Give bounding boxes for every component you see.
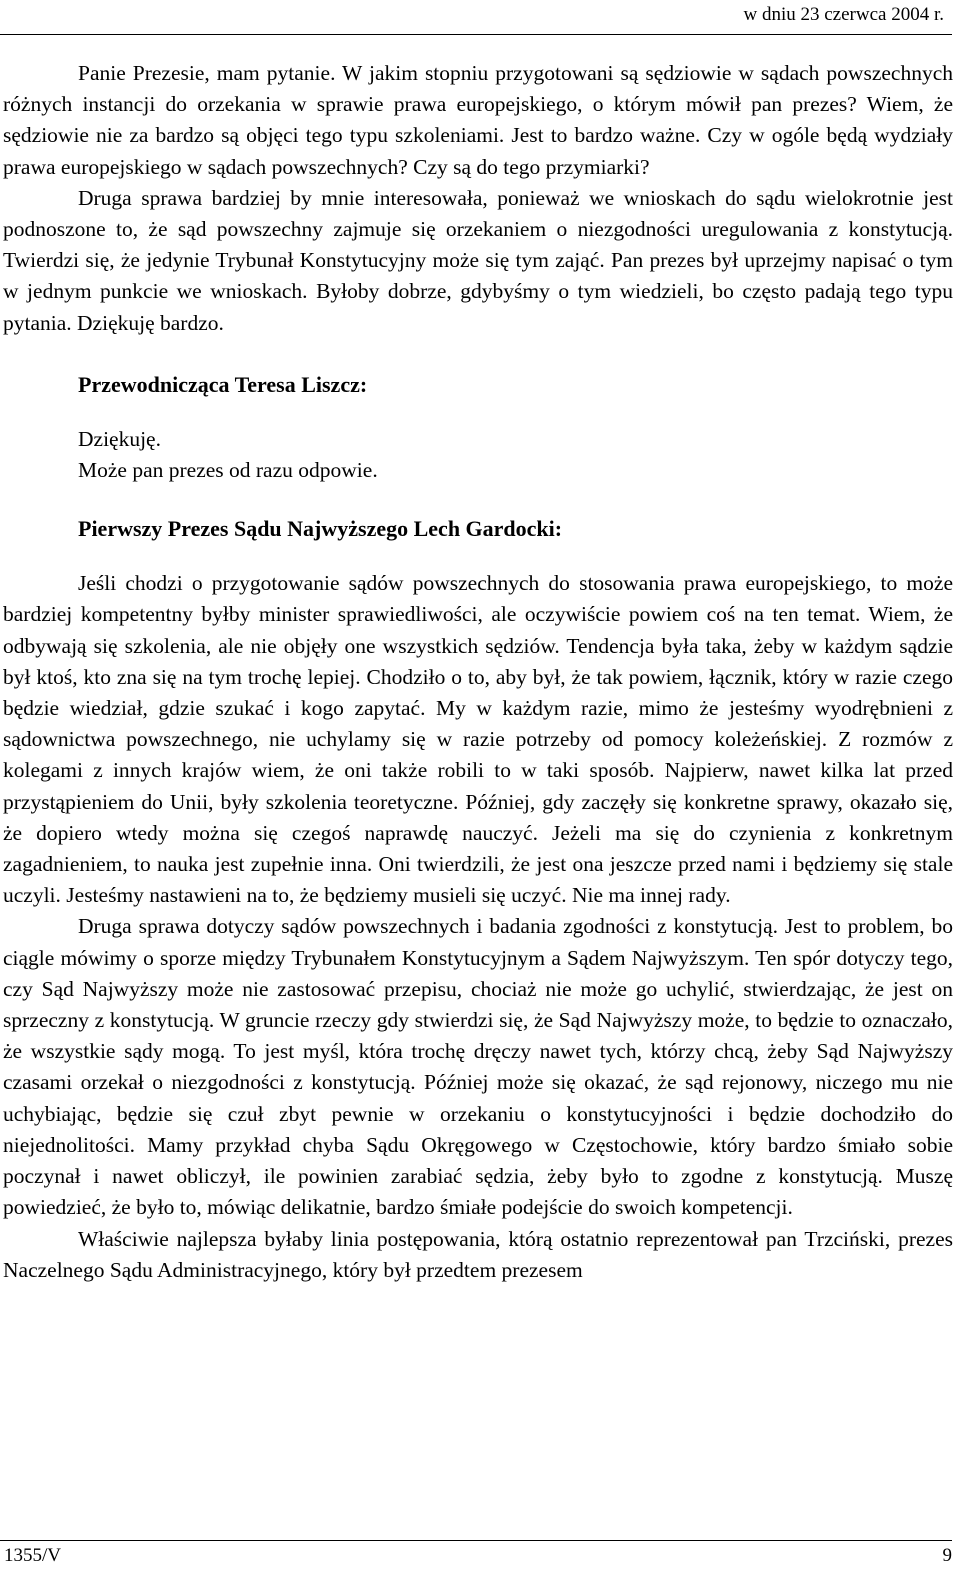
president-paragraph-1: Jeśli chodzi o przygotowanie sądów powszechnych do stosowania prawa europejskiego, to może bardziej kompetentny byłby minister sprawiedliwości, ale oczywiście powiem coś na ten temat. Wiem, że odbywają się szkolenia, ale nie objęły one wszystkich sędziów. Tendencja była taka, żeby w każdym sądzie był ktoś, kto zna się na tym trochę lepiej. Chodziło o to, aby był, że tak powiem, łącznik, który w razie czego będzie wiedział, gdzie szukać i kogo zapytać. My w każdym razie, mimo że jesteśmy wyodrębnieni z sądownictwa powszechnego, nie uchylamy się w razie potrzeby od pomocy koleżeńskiej. Z rozmów z kolegami z innych krajów wiem, że oni także robili to w taki sposób. Najpierw, nawet kilka lat przed przystąpieniem do Unii, były szkolenia teoretyczne. Później, gdy zaczęły się konkretne sprawy, okazało się, że dopiero wtedy można się czegoś naprawdę nauczyć. Jeżeli ma się do czynienia z konkretnym zagadnieniem, to nauka jest zupełnie inna. Oni twierdzili, że jest ona jeszcze przed nami i będziemy się stale uczyli. Jesteśmy nastawieni na to, że będziemy musieli się uczyć. Nie ma innej rady. [3,571,953,908]
president-paragraph-3: Właściwie najlepsza byłaby linia postępowania, którą ostatnio reprezentował pan Trzciński, prezes Naczelnego Sądu Administracyjnego, który był przedtem prezesem [3,1226,953,1282]
transcript-body [3,58,953,1286]
question-paragraph-2: Druga sprawa bardziej by mnie interesowała, ponieważ we wnioskach do sądu wielokrotnie jest podnoszone to, że sąd powszechny zajmuje się orzekaniem o niezgodności uregulowania z konstytucją. Twierdzi się, że jedynie Trybunał Konstytucyjny może się tym zająć. Pan prezes był uprzejmy napisać o tym w jednym punkcie we wnioskach. Byłoby dobrze, gdybyśmy o tym wiedzieli, bo często padają tego typu pytania. Dziękuję bardzo. [3,185,953,335]
header-divider [0,34,952,35]
speaker-heading-president: Pierwszy Prezes Sądu Najwyższego Lech Gardocki: [78,516,563,542]
page-header-date: w dniu 23 czerwca 2004 r. [743,4,944,25]
page-number: 9 [942,1545,952,1566]
chair-line-1: Dziękuję. [78,426,161,451]
document-number: 1355/V [4,1545,61,1566]
president-paragraph-2: Druga sprawa dotyczy sądów powszechnych i badania zgodności z konstytucją. Jest to problem, bo ciągle mówimy o sporze między Trybunałem Konstytucyjnym a Sądem Najwyższym. Ten spór dotyczy tego, czy Sąd Najwyższy może nie zastosować przepisu, chociaż nie może go uchylić, stwierdzając, że jest on sprzeczny z konstytucją. W gruncie rzeczy gdy stwierdzi się, że Sąd Najwyższy może, to będzie to oznaczało, że wszystkie sądy mogą. To jest myśl, która trochę dręczy nawet tych, którzy chcą, żeby Sąd Najwyższy czasami orzekał o niezgodności z konstytucją. Później może się okazać, że sąd rejonowy, niczego mu nie uchybiając, będzie się czuł zbyt pewnie w orzekaniu o konstytucyjności i będzie dochodziło do niejednolitości. Mamy przykład chyba Sądu Okręgowego w Częstochowie, który bardzo śmiało sobie poczynał i nawet obliczył, ile powinien zarabiać sędzia, żeby było to zgodne z konstytucją. Muszę powiedzieć, że było to, mówiąc delikatnie, bardzo śmiałe podejście do swoich kompetencji. [3,914,953,1220]
footer-divider [0,1540,952,1541]
question-paragraph-1: Panie Prezesie, mam pytanie. W jakim stopniu przygotowani są sędziowie w sądach powszechnych różnych instancji do orzekania w sprawie prawa europejskiego, o którym mówił pan prezes? Wiem, że sędziowie nie za bardzo są objęci tego typu szkoleniami. Jest to bardzo ważne. Czy w ogóle będą wydziały prawa europejskiego w sądach powszechnych? Czy są do tego przymiarki? [3,61,953,179]
chair-line-2: Może pan prezes od razu odpowie. [78,458,378,483]
speaker-heading-chair: Przewodnicząca Teresa Liszcz: [78,371,368,397]
